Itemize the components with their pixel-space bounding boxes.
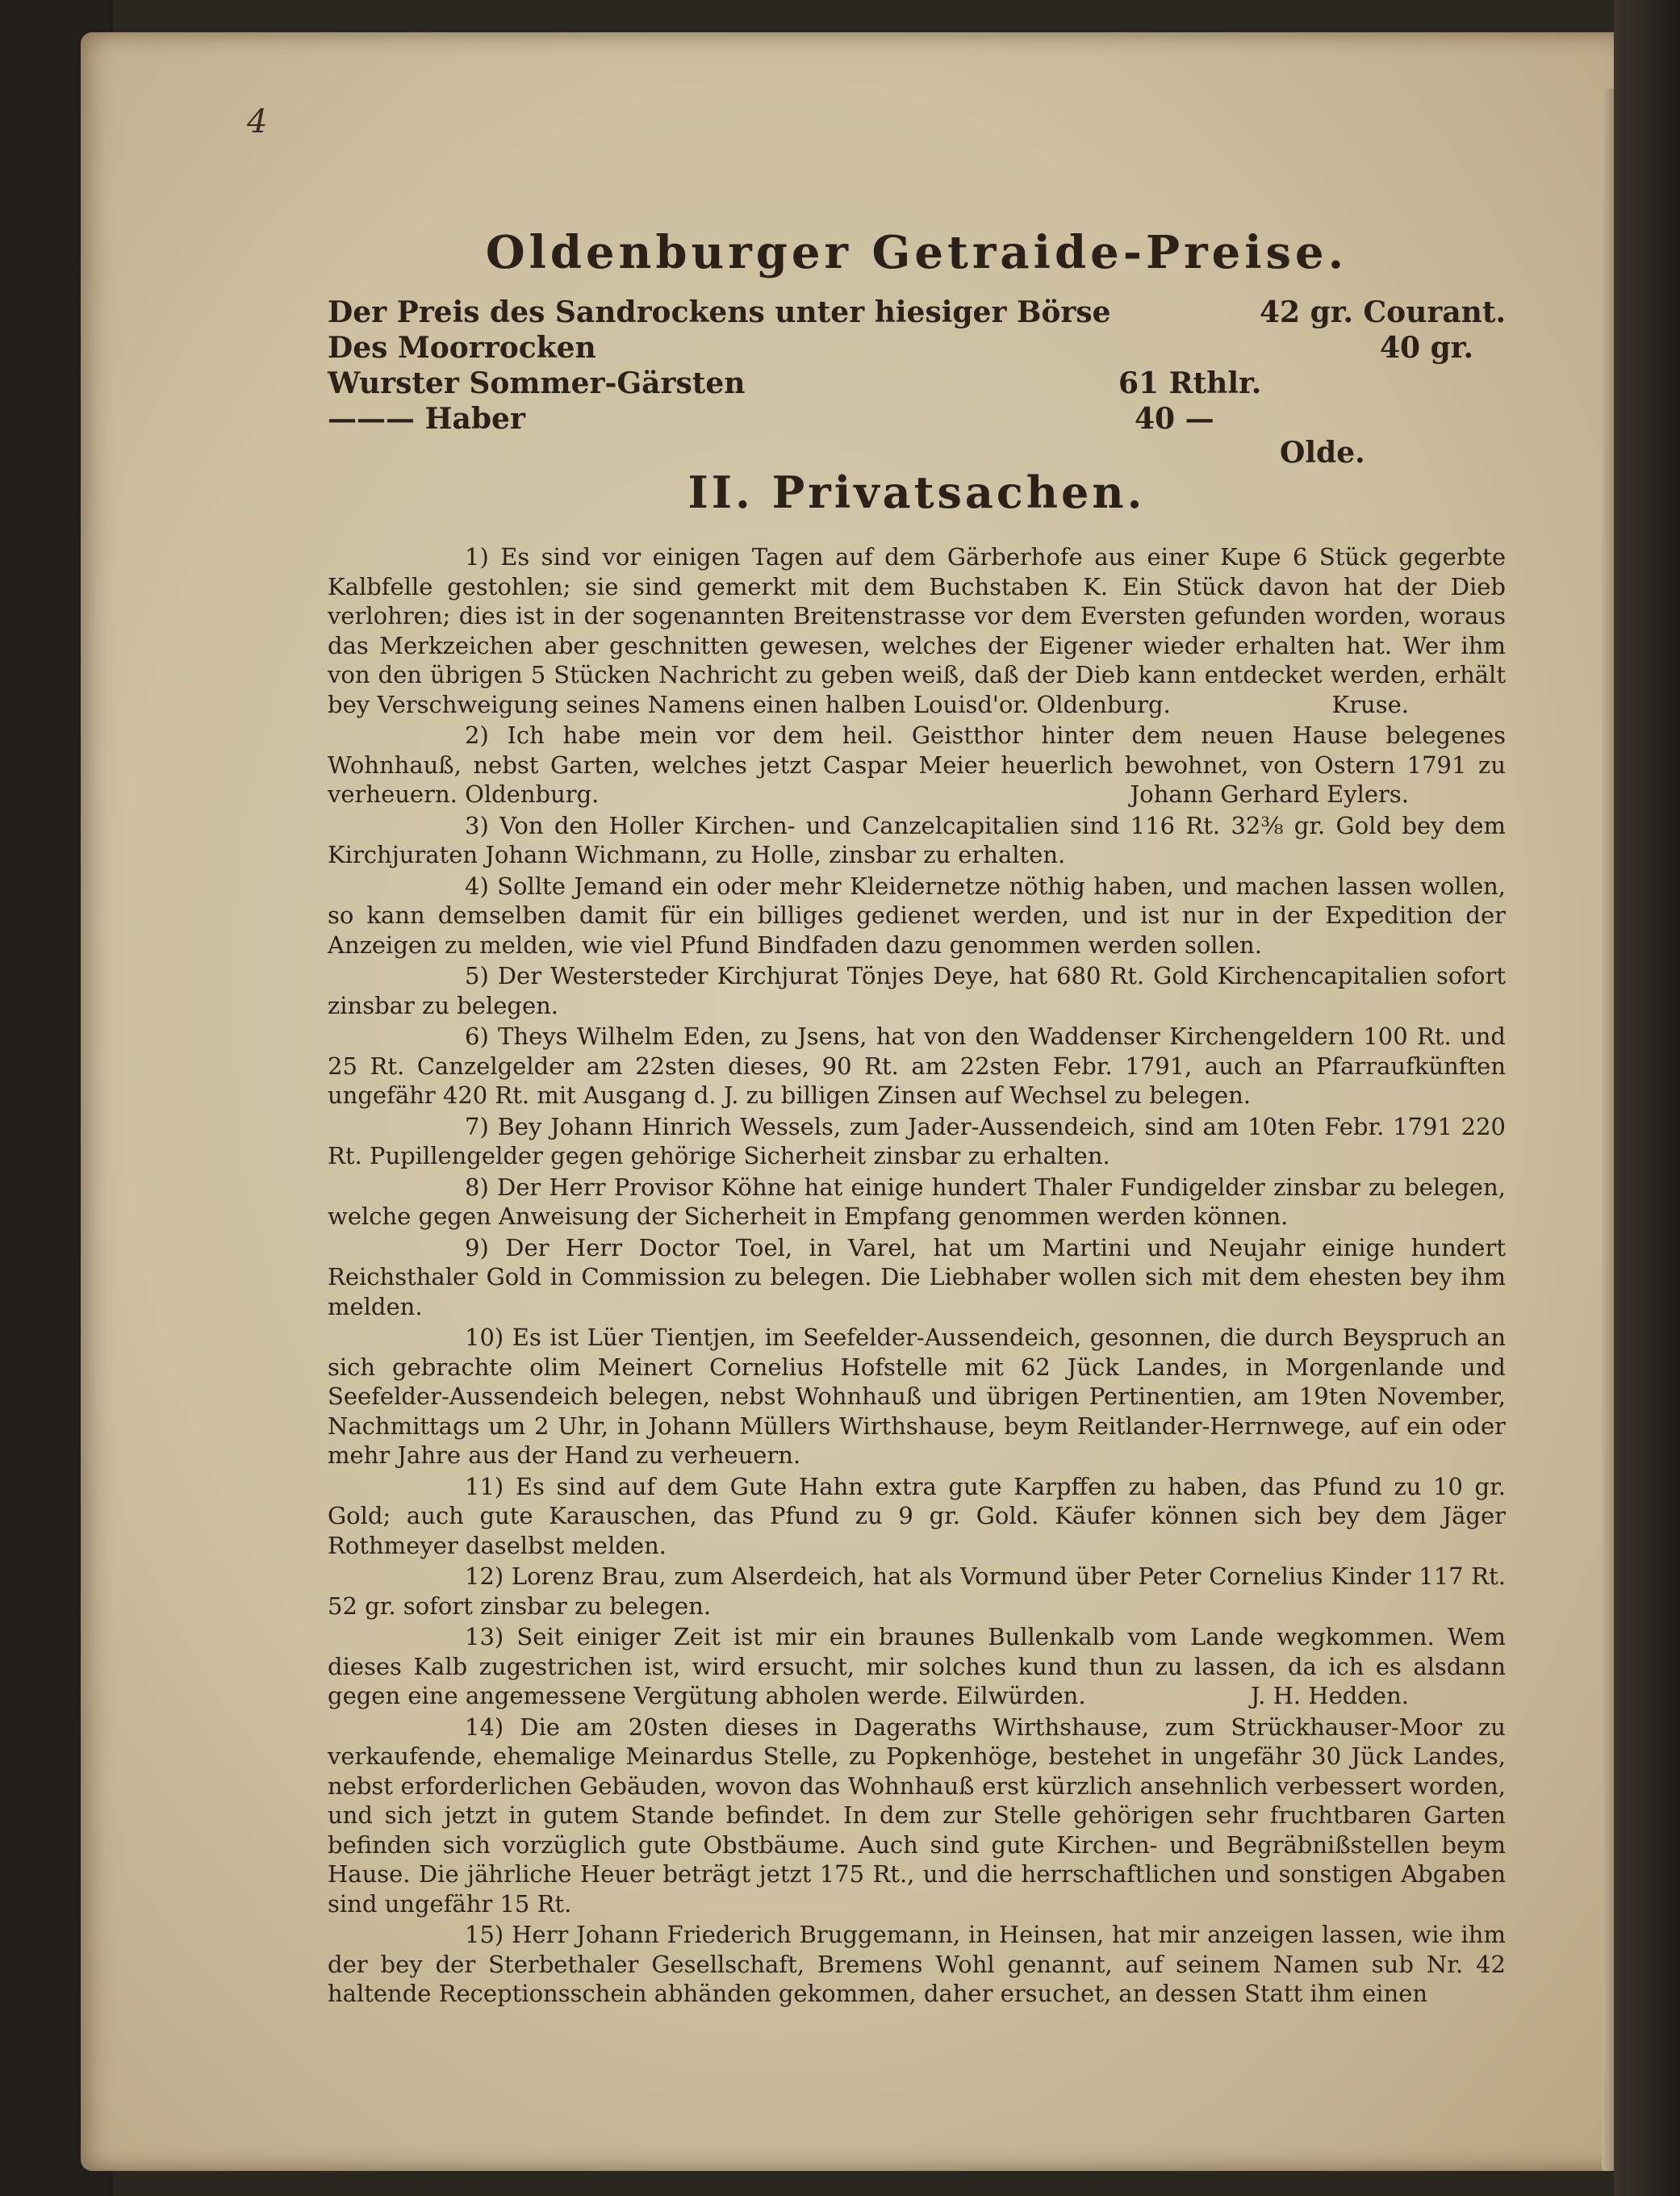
notice-text: 3) Von den Holler Kirchen- und Canzelcapitalien sind 116 Rt. 32⅜ gr. Gold bey dem Kirchjuraten Johann Wichmann, zu Holle, zinsbar zu erhalten. — [328, 811, 1506, 868]
notice-item — [328, 1173, 1506, 1232]
notice-text: 9) Der Herr Doctor Toel, in Varel, hat um Martini und Neujahr einige hundert Reichsthaler Gold in Commission zu belegen. Die Liebhaber wollen sich mit dem ehesten bey ihm melden. — [328, 1233, 1506, 1320]
price-label: Wurster Sommer-Gärsten — [328, 366, 746, 400]
price-mid: 40 — — [1135, 402, 1214, 436]
notice-signature: J. H. Hedden. — [1250, 1682, 1409, 1709]
price-row — [328, 402, 1506, 470]
notice-text: 11) Es sind auf dem Gute Hahn extra gute Karpffen zu haben, das Pfund zu 10 gr. Gold; auch gute Karauschen, das Pfund zu 9 gr. Gold. Käufer können sich bey dem Jäger Rothmeyer daselbst melden. — [328, 1472, 1506, 1559]
price-label: ——— Haber — [328, 402, 525, 436]
notice-text: 12) Lorenz Brau, zum Alserdeich, hat als Vormund über Peter Cornelius Kinder 117 Rt. 52 gr. sofort zinsbar zu belegen. — [328, 1562, 1506, 1620]
notice-text: 1) Es sind vor einigen Tagen auf dem Gärberhofe aus einer Kupe 6 Stück gegerbte Kalbfelle gestohlen; sie sind gemerkt mit dem Buchstaben K. Ein Stück davon hat der Dieb verlohren; dies ist in der sogenannten Breitenstrasse vor dem Eversten gefunden worden, woraus das Merkzeichen aber geschnitten gewesen, welches der Eigener wieder erhalten hat. Wer ihm von den übrigen 5 Stücken Nachricht zu geben weiß, daß der Dieb kann entdecket werden, erhält bey Verschweigung seines Namens einen halben Louisd'or. Oldenburg. — [328, 543, 1506, 718]
notice-item — [328, 1233, 1506, 1322]
notice-text: 2) Ich habe mein vor dem heil. Geistthor hinter dem neuen Hause belegenes Wohnhauß, nebst Garten, welches jetzt Caspar Meier heuerlich bewohnet, von Ostern 1791 zu verheuern. Oldenburg. — [328, 722, 1506, 808]
price-value: 42 gr. Courant. — [1260, 295, 1506, 329]
page-text — [328, 226, 1506, 2009]
notice-text: 8) Der Herr Provisor Köhne hat einige hundert Thaler Fundigelder zinsbar zu belegen, welche gegen Anweisung der Sicherheit in Empfang genommen werden können. — [328, 1173, 1506, 1230]
notice-item — [328, 961, 1506, 1020]
notice-item — [328, 1920, 1506, 2009]
price-row — [328, 331, 1506, 366]
notice-item — [328, 1022, 1506, 1111]
notice-text: 10) Es ist Lüer Tientjen, im Seefelder-Aussendeich, gesonnen, die durch Beyspruch an sich gebrachte olim Meinert Cornelius Hofstelle mit 62 Jück Landes, in Morgenlande und Seefelder-Aussendeich belegen, nebst Wohnhauß und übrigen Pertinentien, am 19ten November, Nachmittags um 2 Uhr, in Johann Müllers Wirthshause, beym Reitlander-Herrnwege, auf ein oder mehr Jahre aus der Hand zu verheuern. — [328, 1324, 1506, 1469]
notice-item — [328, 542, 1506, 719]
notice-text: 4) Sollte Jemand ein oder mehr Kleidernetze nöthig haben, und machen lassen wollen, so kann demselben damit für ein billiges gedienet werden, und ist nur in der Expedition der Anzeigen zu melden, wie viel Pfund Bindfaden dazu genommen werden sollen. — [328, 872, 1506, 959]
notice-item — [328, 872, 1506, 960]
notice-text: 5) Der Westersteder Kirchjurat Tönjes Deye, hat 680 Rt. Gold Kirchencapitalien sofort zinsbar zu belegen. — [328, 962, 1506, 1019]
notice-item — [328, 1713, 1506, 1919]
right-cover-edge — [1614, 0, 1680, 2196]
notice-item — [328, 1472, 1506, 1561]
page-title: Oldenburger Getraide-Preise. — [485, 226, 1348, 279]
notice-signature: Johann Gerhard Eylers. — [1130, 780, 1409, 808]
notice-text: 13) Seit einiger Zeit ist mir ein braunes Bullenkalb vom Lande wegkommen. Wem dieses Kalb zugestrichen ist, wird ersucht, mir solches kund thun zu lassen, da ich es alsdann gegen eine angemessene Vergütung abholen werde. Eilwürden. — [328, 1623, 1506, 1709]
price-value: 40 gr. — [1380, 331, 1473, 365]
notice-item — [328, 1112, 1506, 1171]
notice-item — [328, 721, 1506, 809]
price-label: Des Moorrocken — [328, 331, 596, 365]
price-row — [328, 295, 1506, 331]
notice-text: 15) Herr Johann Friederich Bruggemann, in Heinsen, hat mir anzeigen lassen, wie ihm der bey der Sterbethaler Gesellschaft, Bremens Wohl genannt, auf seinem Namen sub Nr. 42 haltende Receptionsschein abhänden gekommen, daher ersuchet, an dessen Statt ihm einen — [328, 1921, 1506, 2007]
notice-text: 14) Die am 20sten dieses in Dageraths Wirthshause, zum Strückhauser-Moor zu verkaufende, ehemalige Meinardus Stelle, zu Popkenhöge, bestehet in ungefähr 30 Jück Landes, nebst erforderlichen Gebäuden, wovon das Wohnhauß erst kürzlich ansehnlich verbessert worden, und sich jetzt in gutem Stande befindet. In dem zur Stelle gehörigen sehr fruchtbaren Garten befinden sich vorzüglich gute Obstbäume. Auch sind gute Kirchen- und Begräbnißstellen beym Hause. Die jährliche Heuer beträgt jetzt 175 Rt., und die herrschaftlichen und sonstigen Abgaben sind ungefähr 15 Rt. — [328, 1713, 1506, 1918]
notice-item — [328, 1562, 1506, 1621]
price-mid: 61 Rthlr. — [1118, 366, 1262, 400]
notice-item — [328, 811, 1506, 870]
section-heading: II. Privatsachen. — [687, 466, 1146, 518]
notice-item — [328, 1622, 1506, 1711]
notice-item — [328, 1323, 1506, 1470]
notice-text: 6) Theys Wilhelm Eden, zu Jsens, hat von den Waddenser Kirchengeldern 100 Rt. und 25 Rt. Canzelgelder am 22sten dieses, 90 Rt. am 22sten Febr. 1791, auch an Pfarraufkünften ungefähr 420 Rt. mit Ausgang d. J. zu billigen Zinsen auf Wechsel zu belegen. — [328, 1023, 1506, 1109]
page-number: 4 — [247, 103, 268, 140]
price-label: Der Preis des Sandrockens unter hiesiger Börse — [328, 295, 1111, 329]
price-row — [328, 366, 1506, 402]
price-value: Olde. — [1280, 436, 1365, 470]
notice-text: 7) Bey Johann Hinrich Wessels, zum Jader-Aussendeich, sind am 10ten Febr. 1791 220 Rt. Pupillengelder gegen gehörige Sicherheit zinsbar zu erhalten. — [328, 1112, 1506, 1169]
notice-signature: Kruse. — [1331, 690, 1409, 718]
